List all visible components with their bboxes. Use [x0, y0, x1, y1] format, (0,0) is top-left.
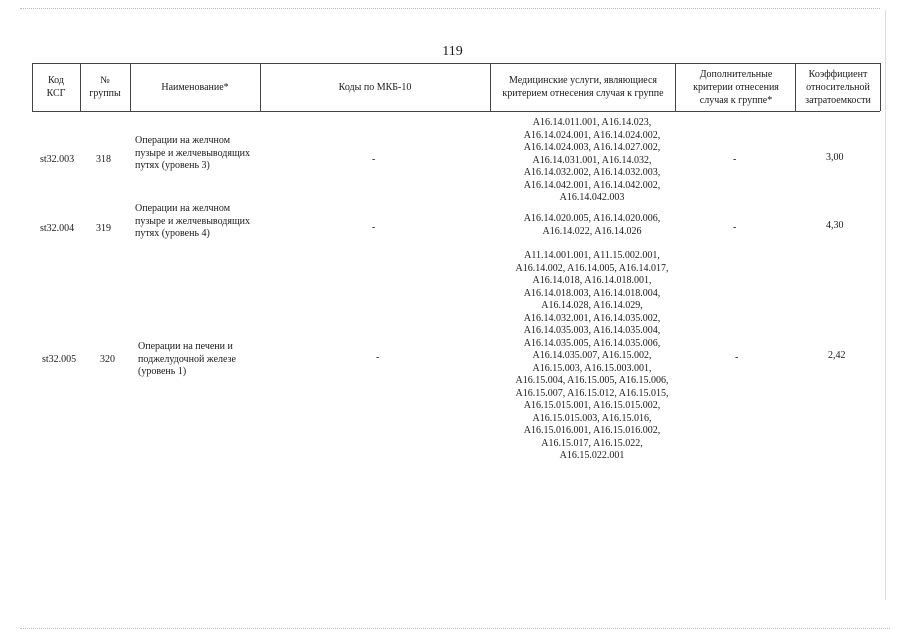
service-code-line: A16.14.002, A16.14.005, A16.14.017,: [515, 262, 669, 274]
service-code-line: A16.14.031.001, A16.14.032,: [532, 154, 652, 166]
service-code-line: A16.15.004, A16.15.005, A16.15.006,: [515, 375, 669, 386]
row-ksg-code: st32.005: [42, 354, 77, 365]
service-code-line: A16.15.016.001, A16.15.016.002,: [523, 425, 661, 436]
scan-artifact-bottom: [20, 628, 890, 631]
header-icd10: Коды по МКБ-10: [338, 81, 412, 93]
service-code-line: A16.14.042.001, A16.14.042.002,: [523, 179, 661, 191]
service-code-line: A16.15.022.001: [559, 450, 625, 461]
column-divider: [130, 63, 131, 111]
service-code-line: A11.14.001.001, A11.15.002.001,: [524, 250, 660, 261]
column-divider: [490, 63, 491, 111]
row-icd10: -: [372, 222, 376, 233]
row-services: [492, 250, 692, 463]
row-services: [492, 117, 692, 205]
row-group-number: 318: [96, 154, 111, 165]
row-coefficient: 3,00: [826, 152, 844, 163]
service-code-line: A16.15.007, A16.15.012, A16.15.015,: [515, 387, 669, 399]
service-code-line: A16.14.035.007, A16.15.002,: [532, 350, 652, 361]
service-code-line: A16.14.024.003, A16.14.027.002,: [523, 142, 661, 153]
row-ksg-code: st32.003: [40, 154, 75, 165]
service-code-line: A16.14.020.005, A16.14.020.006,: [523, 213, 661, 224]
header-extra-criteria: Дополнительные критерии отнесения случая к группе*: [693, 68, 779, 106]
header-group-number: № группы: [89, 75, 121, 99]
row-name: Операции на желчном пузыре и желчевыводящих путях (уровень 3): [135, 135, 251, 171]
row-name: Операции на печени и поджелудочной железе (уровень 1): [138, 341, 236, 377]
column-divider: [880, 63, 881, 111]
row-icd10: -: [376, 352, 380, 363]
scan-artifact-edge: [885, 10, 886, 600]
service-code-line: A16.15.017, A16.15.022,: [541, 437, 643, 449]
header-services: Медицинские услуги, являющиеся критерием отнесения случая к группе: [502, 75, 664, 99]
row-group-number: 320: [100, 354, 115, 365]
column-divider: [80, 63, 81, 111]
column-divider: [260, 63, 261, 111]
header-name: Наименование*: [161, 81, 229, 93]
row-group-number: 319: [96, 223, 111, 234]
service-code-line: A16.15.015.003, A16.15.016,: [532, 412, 652, 424]
page-number: 119: [442, 44, 463, 59]
column-divider: [32, 63, 33, 111]
service-code-line: A16.14.042.003: [559, 192, 625, 203]
row-ksg-code: st32.004: [40, 223, 75, 234]
service-code-line: A16.14.011.001, A16.14.023,: [532, 117, 652, 128]
row-coefficient: 4,30: [826, 220, 844, 231]
service-code-line: A16.14.018, A16.14.018.001,: [532, 275, 652, 286]
service-code-line: A16.14.024.001, A16.14.024.002,: [523, 129, 661, 141]
column-divider: [795, 63, 796, 111]
row-services: [492, 213, 692, 238]
header-coefficient: Коэффициент относительной затратоемкости: [805, 68, 871, 106]
service-code-line: A16.14.028, A16.14.029,: [541, 300, 643, 311]
row-extra-criteria: -: [733, 154, 737, 165]
header-bottom-border: [32, 111, 880, 112]
service-code-line: A16.14.018.003, A16.14.018.004,: [523, 287, 661, 299]
service-code-line: A16.14.022, A16.14.026: [542, 225, 642, 237]
scan-artifact-top: [20, 8, 880, 11]
row-extra-criteria: -: [735, 352, 739, 363]
header-ksg-code: Код КСГ: [46, 75, 66, 99]
service-code-line: A16.14.035.005, A16.14.035.006,: [523, 337, 661, 349]
service-code-line: A16.15.015.001, A16.15.015.002,: [523, 400, 661, 411]
column-divider: [675, 63, 676, 111]
row-icd10: -: [372, 154, 376, 165]
service-code-line: A16.14.035.003, A16.14.035.004,: [523, 325, 661, 336]
service-code-line: A16.14.032.002, A16.14.032.003,: [523, 167, 661, 178]
service-code-line: A16.15.003, A16.15.003.001,: [532, 362, 652, 374]
row-extra-criteria: -: [733, 222, 737, 233]
row-coefficient: 2,42: [828, 350, 846, 361]
row-name: Операции на желчном пузыре и желчевыводящих путях (уровень 4): [135, 203, 251, 239]
service-code-line: A16.14.032.001, A16.14.035.002,: [523, 312, 661, 324]
